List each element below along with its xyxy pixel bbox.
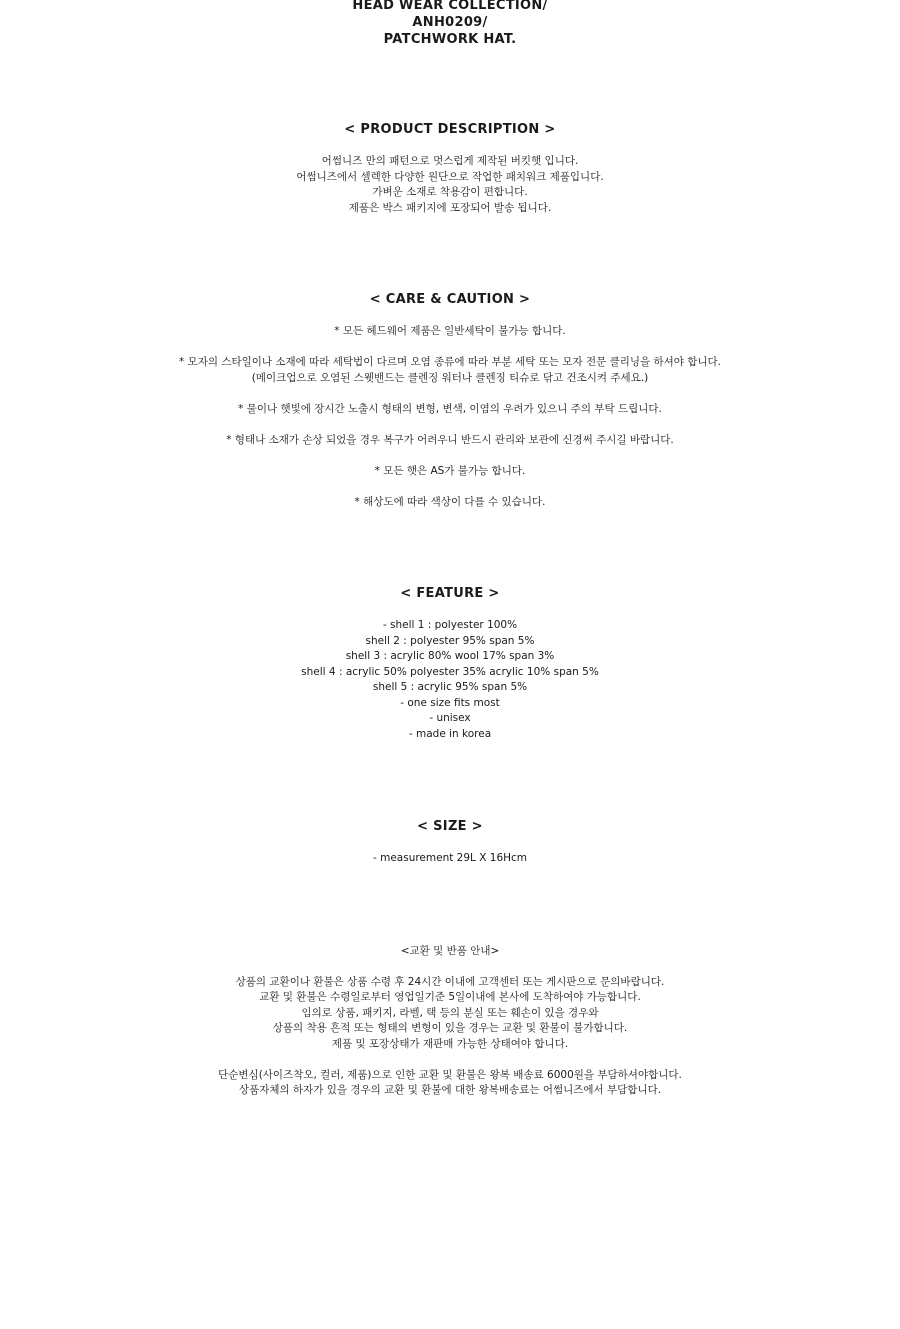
feature-list <box>0 618 900 742</box>
feature-item: shell 4 : acrylic 50% polyester 35% acrylic 10% span 5% <box>301 665 599 678</box>
text-line: 제품 및 포장상태가 재판매 가능한 상태여야 합니다. <box>331 1037 569 1050</box>
text-line: 어썸니즈에서 셀렉한 다양한 원단으로 작업한 패치워크 제품입니다. <box>296 170 604 183</box>
spacer <box>0 386 900 402</box>
feature-item: shell 3 : acrylic 80% wool 17% span 3% <box>345 650 555 662</box>
text-line: 단순변심(사이즈착오, 컬러, 제품)으로 인한 교환 및 환불은 왕복 배송료 6000원을 부담하셔야합니다. <box>218 1068 682 1081</box>
text-line: 임의로 상품, 패키지, 라벨, 택 등의 분실 또는 훼손이 있을 경우와 <box>301 1006 599 1019</box>
exchange-text <box>0 975 900 1099</box>
spacer <box>0 448 900 464</box>
care-text <box>0 324 900 510</box>
text-line: * 모든 헤드웨어 제품은 일반세탁이 불가능 합니다. <box>334 325 566 337</box>
feature-item: shell 5 : acrylic 95% span 5% <box>372 681 528 693</box>
spacer <box>0 1052 900 1068</box>
section-heading: < FEATURE > <box>400 586 500 601</box>
section-heading: < PRODUCT DESCRIPTION > <box>344 122 556 137</box>
feature-item: shell 2 : polyester 95% span 5% <box>365 634 535 647</box>
care-caution-section <box>0 292 900 510</box>
text-line: * 물이나 햇빛에 장시간 노출시 형태의 변형, 변색, 이염의 우려가 있으니 주의 부탁 드립니다. <box>238 402 662 415</box>
section-heading: <교환 및 반품 안내> <box>400 945 500 957</box>
text-line: 상품의 착용 흔적 또는 형태의 변형이 있을 경우는 교환 및 환불이 불가합니다. <box>272 1022 628 1034</box>
product-title <box>0 0 900 48</box>
exchange-return-section <box>0 944 900 1099</box>
text-line: * 모든 햇은 AS가 불가능 합니다. <box>374 464 526 477</box>
text-line: 상품의 교환이나 환불은 상품 수령 후 24시간 이내에 고객센터 또는 게시판으로 문의바랍니다. <box>235 975 665 988</box>
text-line: * 형태나 소재가 손상 되었을 경우 복구가 어려우니 반드시 관리와 보관에 신경써 주시길 바랍니다. <box>226 433 674 446</box>
title-product-name: PATCHWORK HAT. <box>383 32 517 47</box>
spacer <box>0 340 900 356</box>
product-description-section <box>0 122 900 216</box>
text-line: 교환 및 환불은 수령일로부터 영업일기준 5일이내에 본사에 도착하여야 가능합니다. <box>259 991 641 1003</box>
size-text <box>0 851 900 867</box>
feature-item: - shell 1 : polyester 100% <box>382 619 518 631</box>
text-line: * 해상도에 따라 색상이 다를 수 있습니다. <box>354 495 546 508</box>
feature-item: - unisex <box>429 712 471 724</box>
text-line: 가벼운 소재로 착용감이 편합니다. <box>372 186 528 198</box>
text-line: 어썸니즈 만의 패턴으로 멋스럽게 제작된 버킷햇 입니다. <box>321 155 579 167</box>
spacer <box>0 417 900 433</box>
text-line: (메이크업으로 오염된 스웻밴드는 클렌징 워터나 클렌징 티슈로 닦고 건조시켜 주세요.) <box>251 371 649 384</box>
text-line: 상품자체의 하자가 있을 경우의 교환 및 환불에 대한 왕복배송료는 어썸니즈에서 부담합니다. <box>238 1084 662 1096</box>
size-section <box>0 819 900 867</box>
text-line: 제품은 박스 패키지에 포장되어 발송 됩니다. <box>348 201 552 214</box>
feature-item: - made in korea <box>408 727 492 740</box>
title-product-code: ANH0209/ <box>412 15 488 30</box>
spacer <box>0 479 900 495</box>
size-measurement: - measurement 29L X 16Hcm <box>372 852 528 864</box>
section-heading: < SIZE > <box>417 819 483 834</box>
feature-item: - one size fits most <box>400 696 500 709</box>
feature-section <box>0 586 900 742</box>
title-collection: HEAD WEAR COLLECTION/ <box>352 0 548 13</box>
text-line: * 모자의 스타일이나 소재에 따라 세탁법이 다르며 오염 종류에 따라 부분 세탁 또는 모자 전문 클리닝을 하셔야 합니다. <box>178 356 722 368</box>
section-heading: < CARE & CAUTION > <box>369 292 531 307</box>
description-text <box>0 154 900 216</box>
